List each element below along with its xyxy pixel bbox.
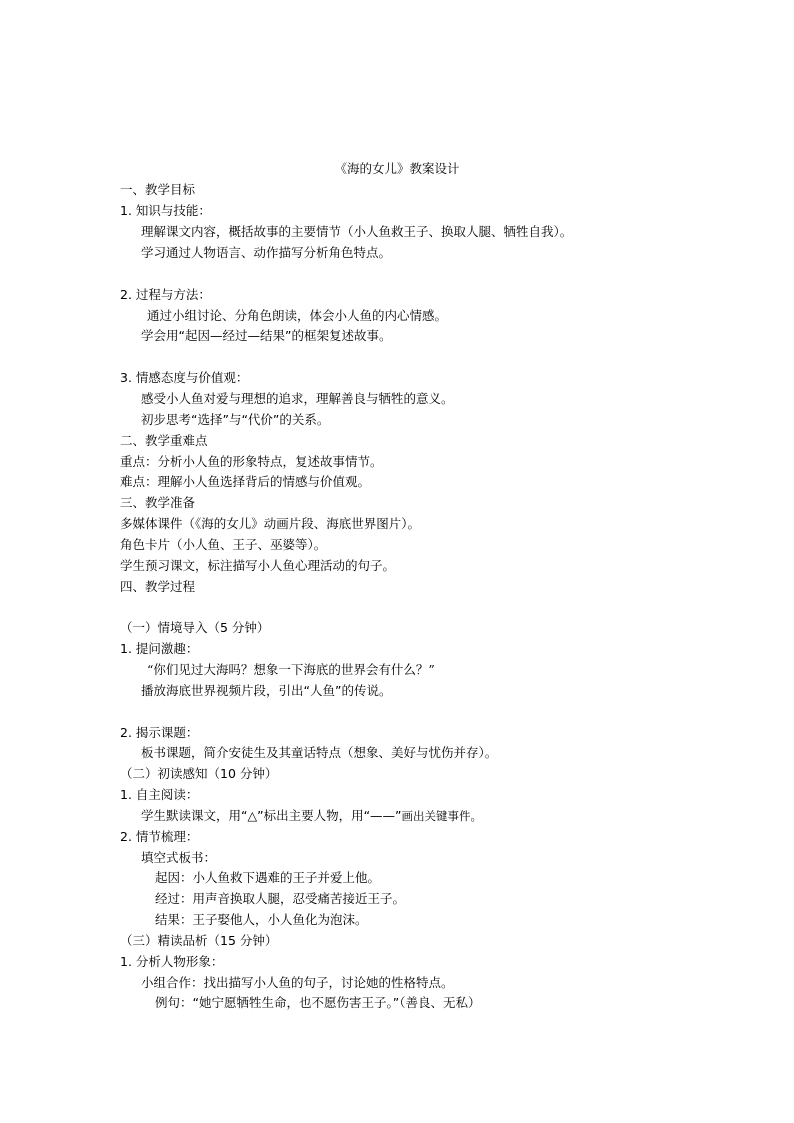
- part-2-item-1-line-1-tail: 画出关键事件。: [401, 809, 483, 823]
- part-2-item-2-line-1: 填空式板书：: [141, 850, 217, 865]
- part-1-heading: （一）情境导入（5 分钟）: [120, 620, 270, 635]
- section-heading-key-points: 二、教学重难点: [120, 433, 208, 448]
- key-point-line: 重点：分析小人鱼的形象特点，复述故事情节。: [120, 454, 383, 469]
- part-2-item-2-line-2: 起因：小人鱼救下遇难的王子并爱上他。: [155, 870, 381, 885]
- part-3-heading: （三）精读品析（15 分钟）: [120, 933, 278, 948]
- section-heading-preparation: 三、教学准备: [120, 495, 196, 510]
- preparation-line-2: 角色卡片（小人鱼、王子、巫婆等）。: [120, 537, 327, 552]
- objective-3-line-2: 初步思考“选择”与“代价”的关系。: [141, 412, 330, 427]
- objective-3-heading: 3. 情感态度与价值观：: [120, 370, 249, 385]
- objective-1-line-1: 理解课文内容，概括故事的主要情节（小人鱼救王子、换取人腿、牺牲自我）。: [141, 224, 573, 239]
- part-2-item-1-heading: 1. 自主阅读：: [120, 787, 199, 802]
- part-2-heading: （二）初读感知（10 分钟）: [120, 766, 278, 781]
- part-1-item-2-line-1: 板书课题，简介安徒生及其童话特点（想象、美好与忧伤并存）。: [141, 745, 498, 760]
- objective-2-line-1: 通过小组讨论、分角色朗读，体会小人鱼的内心情感。: [147, 308, 448, 323]
- objective-1-line-2: 学习通过人物语言、动作描写分析角色特点。: [141, 245, 392, 260]
- part-2-item-2-line-3: 经过：用声音换取人腿，忍受痛苦接近王子。: [155, 891, 406, 906]
- part-1-item-1-line-2: 播放海底世界视频片段，引出“人鱼”的传说。: [141, 683, 392, 698]
- objective-3-line-1: 感受小人鱼对爱与理想的追求，理解善良与牺牲的意义。: [141, 391, 454, 406]
- preparation-line-3: 学生预习课文，标注描写小人鱼心理活动的句子。: [120, 558, 396, 573]
- part-3-item-1-line-1: 小组合作：找出描写小人鱼的句子，讨论她的性格特点。: [141, 975, 454, 990]
- difficulty-line: 难点：理解小人鱼选择背后的情感与价值观。: [120, 474, 371, 489]
- document-title: 《海的女儿》教案设计: [334, 161, 460, 176]
- part-2-item-1-line-1: [141, 805, 482, 826]
- part-1-item-1-heading: 1. 提问激趣：: [120, 641, 199, 656]
- part-1-item-2-heading: 2. 揭示课题：: [120, 725, 199, 740]
- part-3-item-1-heading: 1. 分析人物形象：: [120, 954, 224, 969]
- objective-2-heading: 2. 过程与方法：: [120, 287, 211, 302]
- part-1-item-1-line-1: “你们见过大海吗？想象一下海底的世界会有什么？”: [147, 662, 435, 677]
- part-2-item-1-line-1-main: 学生默读课文，用“△”标出主要人物，用“——”: [141, 808, 402, 823]
- preparation-line-1: 多媒体课件（《海的女儿》动画片段、海底世界图片）。: [120, 516, 421, 531]
- part-2-item-2-line-4: 结果：王子娶他人，小人鱼化为泡沫。: [155, 912, 368, 927]
- objective-2-line-2: 学会用“起因—经过—结果”的框架复述故事。: [141, 328, 392, 343]
- part-2-item-2-heading: 2. 情节梳理：: [120, 829, 199, 844]
- objective-1-heading: 1. 知识与技能：: [120, 203, 211, 218]
- part-3-item-1-line-2: 例句：“她宁愿牺牲生命，也不愿伤害王子。”（善良、无私）: [155, 995, 481, 1010]
- section-heading-objectives: 一、教学目标: [120, 182, 196, 197]
- section-heading-process: 四、教学过程: [120, 579, 196, 594]
